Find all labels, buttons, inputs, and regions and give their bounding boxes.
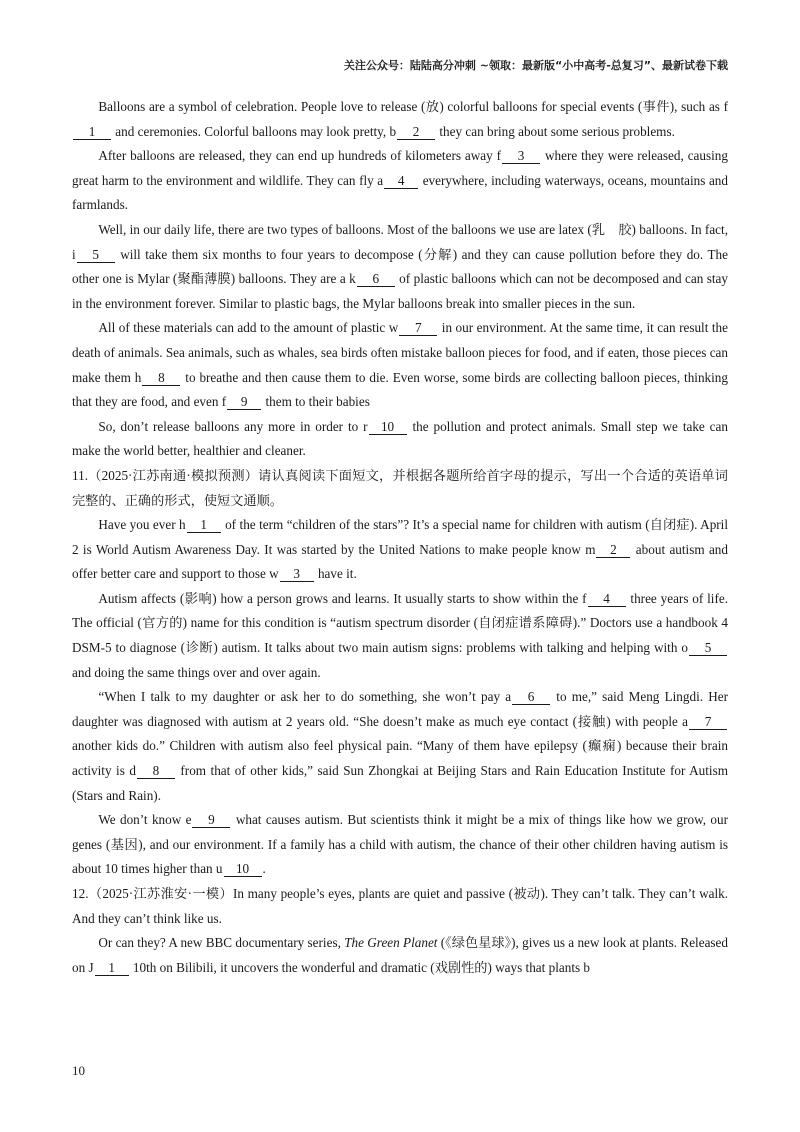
blank-4[interactable]: 4 (384, 174, 418, 189)
blank-9[interactable]: 9 (227, 395, 261, 410)
page-number: 10 (72, 1063, 85, 1078)
passage10-paragraph-1: Balloons are a symbol of celebration. People love to release (放) colorful balloons for special events (事件), such as f1 and ceremonies. Colorful balloons may look pretty, b 2 they can bring about some serious problems. (72, 95, 728, 144)
question-12-intro: 12.（2025·江苏淮安·一模）In many people’s eyes, plants are quiet and passive (被动). They can’t talk. They can’t walk. And they can’t think like us. (72, 886, 728, 926)
blank-6[interactable]: 6 (357, 272, 395, 287)
blank-5[interactable]: 5 (689, 641, 727, 656)
documentary-title: The Green Planet (344, 935, 438, 951)
blank-7[interactable]: 7 (399, 321, 437, 336)
blank-3[interactable]: 3 (502, 149, 540, 164)
blank-2[interactable]: 2 (397, 125, 435, 140)
blank-8[interactable]: 8 (137, 764, 175, 779)
passage10-paragraph-5: So, don’t release balloons any more in order to r 10 the pollution and protect animals. Small step we take can make the world better, healthier and cleaner. (72, 418, 728, 459)
blank-10[interactable]: 10 (224, 862, 262, 877)
question-11-intro: 11.（2025·江苏南通·模拟预测）请认真阅读下面短文，并根据各题所给首字母的提示，写出一个合适的英语单词完整的、正确的形式，使短文通顺。 (72, 467, 728, 508)
document-body (72, 95, 728, 980)
blank-5[interactable]: 5 (77, 248, 115, 263)
blank-1[interactable]: 1 (95, 961, 129, 976)
blank-6[interactable]: 6 (512, 690, 550, 705)
question11-paragraph-2: Autism affects (影响) how a person grows and learns. It usually starts to show within the f 4 three years of life. The official (官方的) name for this condition is “autism spectrum disorder (自闭症谱系障碍).” Doctors use a handbook 4 DSM-5 to diagnose (诊断) autism. It talks about two main autism signs: problems with talking and helping with o 5 and doing the same things over and over again. (72, 590, 729, 680)
blank-8[interactable]: 8 (142, 371, 180, 386)
blank-1[interactable]: 1 (73, 125, 111, 140)
blank-10[interactable]: 10 (369, 420, 407, 435)
blank-1[interactable]: 1 (187, 518, 221, 533)
blank-3[interactable]: 3 (280, 567, 314, 582)
blank-4[interactable]: 4 (588, 592, 626, 607)
passage10-paragraph-2: After balloons are released, they can end up hundreds of kilometers away f 3 where they were released, causing great harm to the environment and wildlife. They can fly a 4 everywhere, including waterways, oceans, mountains and farmlands. (72, 148, 728, 213)
passage10-paragraph-3: Well, in our daily life, there are two types of balloons. Most of the balloons we use are latex (乳 胶) balloons. In fact, i 5 will take them six months to four years to decompose (分解) and they can cause pollution before they do. The other one is Mylar (聚酯薄膜) balloons. They are a k 6 of plastic balloons which can not be decomposed and can stay in the environment forever. Similar to plastic bags, the Mylar balloons break into smaller pieces in the sun. (72, 221, 728, 311)
question11-paragraph-3: “When I talk to my daughter or ask her to do something, she won’t pay a 6 to me,” said Meng Lingdi. Her daughter was diagnosed with autism at 2 years old. “She doesn’t make as much eye contact (接触) with people a 7 another kids do.” Children with autism also feel physical pain. “Many of them have epilepsy (癫痫) because their brain activity is d 8 from that of other kids,” said Sun Zhongkai at Beijing Stars and Rain Education Institute for Autism (Stars and Rain). (72, 689, 728, 803)
question11-paragraph-1: Have you ever h 1 of the term “children of the stars”? It’s a special name for children with autism (自闭症). April 2 is World Autism Awareness Day. It was started by the United Nations to make people know m 2 about autism and offer better care and support to those w 3 have it. (72, 517, 729, 582)
question12-paragraph-1: Or can they? A new BBC documentary series, The Green Planet (《绿色星球》), gives us a new look at plants. Released on J 1 10th on Bilibili, it uncovers the wonderful and dramatic (戏剧性的) ways that plants b (72, 935, 728, 975)
blank-9[interactable]: 9 (192, 813, 230, 828)
passage10-paragraph-4: All of these materials can add to the amount of plastic w 7 in our environment. At the same time, it can result the death of animals. Sea animals, such as whales, sea birds often mistake balloon pieces for food, and if eaten, those pieces can make them h 8 to breathe and then cause them to die. Even worse, some birds are collecting balloon pieces, thinking that they are food, and even f 9 them to their babies (72, 320, 728, 410)
blank-2[interactable]: 2 (596, 543, 630, 558)
blank-7[interactable]: 7 (689, 715, 727, 730)
question11-paragraph-4: We don’t know e 9 what causes autism. But scientists think it might be a mix of things like how we grow, our genes (基因), and our environment. If a family has a child with autism, the chance of their other children having autism is about 10 times higher than u 10 . (72, 812, 729, 877)
page-header: 关注公众号：陆陆高分冲刺 ~领取：最新版“小中高考-总复习”、最新试卷下载 (343, 59, 728, 72)
